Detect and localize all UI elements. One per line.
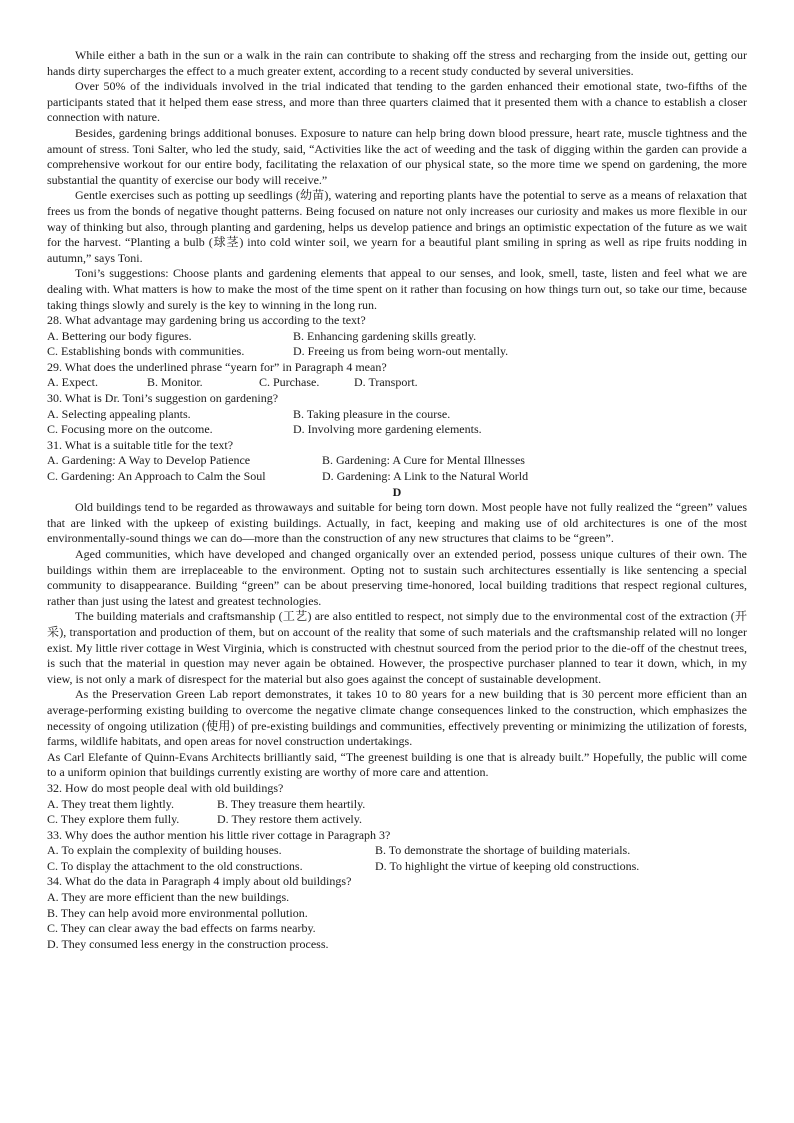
question-30-options-row-2: [47, 422, 747, 438]
passage-c-paragraph-2: Over 50% of the individuals involved in the trial indicated that tending to the garden enhanced their emotional state, two-fifths of the participants stated that it helped them ease stress, and more than three quarters claimed that it presented them with a chance to establish a closer connection with nature.: [47, 79, 747, 125]
option-b: B. They treasure them heartily.: [217, 796, 366, 811]
option-d: D. Freeing us from being worn-out mentally.: [293, 344, 509, 359]
option-a: A. They treat them lightly.: [47, 796, 174, 811]
option-b: B. Monitor.: [147, 375, 203, 390]
question-30-stem: 30. What is Dr. Toni’s suggestion on gardening?: [47, 391, 279, 406]
option-b: B. Taking pleasure in the course.: [293, 406, 451, 421]
question-32-options-row-1: [47, 797, 747, 813]
page-content: [47, 48, 747, 952]
option-d: D. Involving more gardening elements.: [293, 422, 482, 437]
option-c: C. They can clear away the bad effects on farms nearby.: [47, 921, 316, 936]
passage-d-paragraph-4: As the Preservation Green Lab report demonstrates, it takes 10 to 80 years for a new building that is 30 percent more efficient than an average-performing existing building to overcome the negative climate change consequences linked to the construction, which emphasizes the necessity of ongoing utilization (使用) of pre-existing buildings and communities, effectively preventing or minimizing the utilization of forests, farms, wildlife habitats, and open areas for novel construction undertakings.: [47, 687, 747, 749]
option-a: A. To explain the complexity of building houses.: [47, 843, 282, 858]
option-a: A. Bettering our body figures.: [47, 328, 192, 343]
question-30-options-row-1: [47, 407, 747, 423]
question-32-options-row-2: [47, 812, 747, 828]
option-c: C. They explore them fully.: [47, 812, 180, 827]
passage-d-paragraph-1: Old buildings tend to be regarded as throwaways and suitable for being torn down. Most people have not fully realized the “green” values that are linked with the upkeep of existing buildings. Actually, in fact, keeping and making use of old architectures is one of the most environmentally-sound things we can do—more than the construction of any new structures that claims to be “green”.: [47, 500, 747, 546]
option-b: B. They can help avoid more environmental pollution.: [47, 905, 308, 920]
question-31-options-row-1: [47, 453, 747, 469]
option-d: D. Gardening: A Link to the Natural World: [322, 469, 529, 484]
question-29-stem: 29. What does the underlined phrase “yearn for” in Paragraph 4 mean?: [47, 359, 387, 374]
option-d: D. Transport.: [354, 375, 418, 390]
option-a: A. Gardening: A Way to Develop Patience: [47, 453, 251, 468]
option-d: D. To highlight the virtue of keeping old constructions.: [375, 858, 640, 873]
passage-d-paragraph-5: As Carl Elefante of Quinn-Evans Architects brilliantly said, “The greenest building is one that is already built.” Hopefully, the public will come to a uniform opinion that buildings currently existing are worthy of more care and attention.: [47, 749, 747, 780]
question-28-stem: 28. What advantage may gardening bring us according to the text?: [47, 313, 366, 328]
option-d: D. They restore them actively.: [217, 812, 362, 827]
option-c: C. Purchase.: [259, 375, 320, 390]
question-28-options-row-1: [47, 329, 747, 345]
passage-c-paragraph-5: Toni’s suggestions: Choose plants and gardening elements that appeal to our senses, and look, smell, taste, listen and feel what we are dealing with. What matters is how to make the most of the time spent on it rather than focusing on how things turn out, so take our time, because taking things slowly and surely is the key to winning in the long run.: [47, 266, 747, 312]
question-28-options-row-2: [47, 344, 747, 360]
passage-c-paragraph-3: Besides, gardening brings additional bonuses. Exposure to nature can help bring down blood pressure, heart rate, muscle tightness and the amount of stress. Toni Salter, who led the study, said, “Activities like the act of weeding and the task of digging within the garden can provide a comprehensive workout for our entire body, facilitating the relaxation of our physical state, so the more time we spend on gardening, the more substantial the quantity of exercise our body will receive.”: [47, 125, 747, 187]
option-b: B. Enhancing gardening skills greatly.: [293, 328, 477, 343]
option-c: C. Establishing bonds with communities.: [47, 344, 245, 359]
question-34-stem: 34. What do the data in Paragraph 4 imply about old buildings?: [47, 874, 352, 889]
option-b: B. Gardening: A Cure for Mental Illnesses: [322, 453, 525, 468]
option-a: A. They are more efficient than the new buildings.: [47, 890, 290, 905]
option-c: C. Focusing more on the outcome.: [47, 422, 213, 437]
option-c: C. To display the attachment to the old constructions.: [47, 858, 303, 873]
option-b: B. To demonstrate the shortage of building materials.: [375, 843, 631, 858]
section-d-heading: D: [392, 484, 402, 499]
passage-d-paragraph-2: Aged communities, which have developed and changed organically over an extended period, possess unique cultures of their own. The buildings within them are irreplaceable to the environment. Opting not to sustain such architectures essentially is like sentencing a special community to disappearance. Building “green” can be about preserving time-honored, local building traditions that respect regional cultures, rather than just using the latest and greatest technologies.: [47, 547, 747, 608]
question-33-options-row-1: [47, 843, 747, 859]
passage-c-paragraph-4: Gentle exercises such as potting up seedlings (幼苗), watering and reporting plants have the potential to serve as a means of relaxation that frees us from the bonds of negative thought patterns. Being focused on nature not only increases our curiosity and makes us more flexible in our way of thinking but also, through planting and gardening, helps us develop patience and brings an optimistic expectation of the future as we wait for the harvest. “Planting a bulb (球茎) into cold winter soil, we yearn for a beautiful plant smiling in spring as well as ripe fruits nodding in autumn,” says Toni.: [47, 188, 747, 265]
option-c: C. Gardening: An Approach to Calm the Soul: [47, 469, 266, 484]
question-29-options: [47, 375, 747, 391]
option-a: A. Expect.: [47, 375, 98, 390]
question-31-options-row-2: [47, 469, 747, 485]
question-33-options-row-2: [47, 859, 747, 875]
passage-c-paragraph-1: While either a bath in the sun or a walk in the rain can contribute to shaking off the stress and recharging from the inside out, getting our hands dirty supercharges the effect to a much greater extent, according to a recent study conducted by several universities.: [47, 48, 747, 78]
option-d: D. They consumed less energy in the construction process.: [47, 936, 329, 951]
option-a: A. Selecting appealing plants.: [47, 406, 191, 421]
question-33-stem: 33. Why does the author mention his little river cottage in Paragraph 3?: [47, 827, 391, 842]
passage-d-paragraph-3: The building materials and craftsmanship (工艺) are also entitled to respect, not simply due to the environmental cost of the extraction (开采), transportation and production of them, but on account of the reality that some of such materials and the craftsmanship related will no longer exist. My little river cottage in West Virginia, which is constructed with chestnut sourced from the period prior to the die-off of the chestnut trees, is such that the material in question may never again be obtained. However, the prospective purchaser planned to tear it down, which, in my view, is not only a mark of disrespect for the material but also goes against the concept of sustainable development.: [47, 609, 747, 686]
question-31-stem: 31. What is a suitable title for the text?: [47, 437, 234, 452]
question-32-stem: 32. How do most people deal with old buildings?: [47, 780, 284, 795]
